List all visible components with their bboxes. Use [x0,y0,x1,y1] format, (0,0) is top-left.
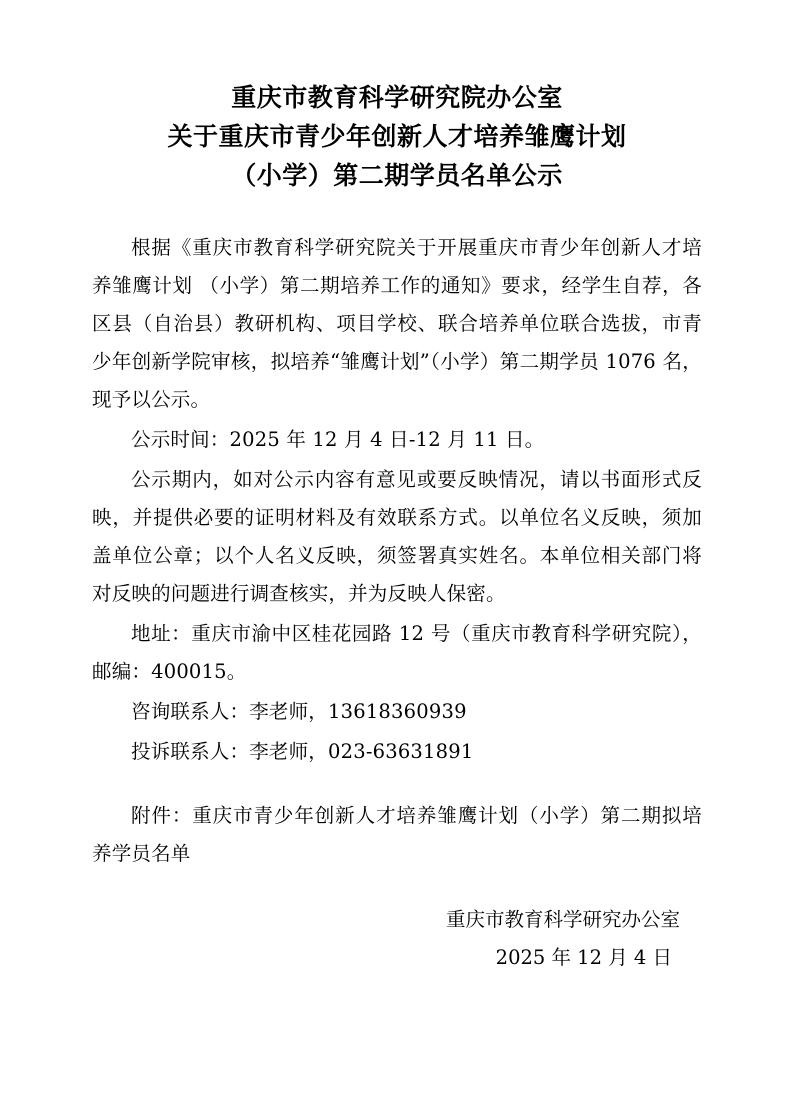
body-paragraph-6: 投诉联系人：李老师，023-63631891 [131,740,474,763]
attachment-block [92,797,702,873]
body-paragraph-2: 公示时间：2025 年 12 月 4 日-12 月 11 日。 [131,428,545,451]
signature-date: 2025 年 12 月 4 日 [495,946,672,969]
body-paragraph-1: 根据《重庆市教育科学研究院关于开展重庆市青少年创新人才培养雏鹰计划 （小学）第二期培养工作的通知》要求，经学生自荐，各区县（自治县）教研机构、项目学校、联合培养单位联合选拔，市青少年创新学院审核，拟培养“雏鹰计划”（小学）第二期学员 1076 名，现予以公示。 [92,236,702,411]
page-title-line-2: 关于重庆市青少年创新人才培养雏鹰计划 [167,122,627,151]
page-title [92,78,702,195]
signature-block [92,901,702,977]
body-paragraph-4: 地址：重庆市渝中区桂花园路 12 号（重庆市教育科学研究院），邮编：400015。 [92,622,702,683]
attachment-text: 附件：重庆市青少年创新人才培养雏鹰计划（小学）第二期拟培养学员名单 [92,804,702,865]
body-paragraph-5: 咨询联系人：李老师，13618360939 [131,700,467,723]
body-paragraph-3: 公示期内，如对公示内容有意见或要反映情况，请以书面形式反映，并提供必要的证明材料及有效联系方式。以单位名义反映，须加盖单位公章；以个人名义反映，须签署真实姓名。本单位相关部门将对反映的问题进行调查核实，并为反映人保密。 [92,468,702,605]
page-title-line-1: 重庆市教育科学研究院办公室 [231,83,563,112]
document-body [92,229,702,771]
page-title-line-3: （小学）第二期学员名单公示 [231,161,563,190]
signature-organization: 重庆市教育科学研究办公室 [445,908,680,931]
